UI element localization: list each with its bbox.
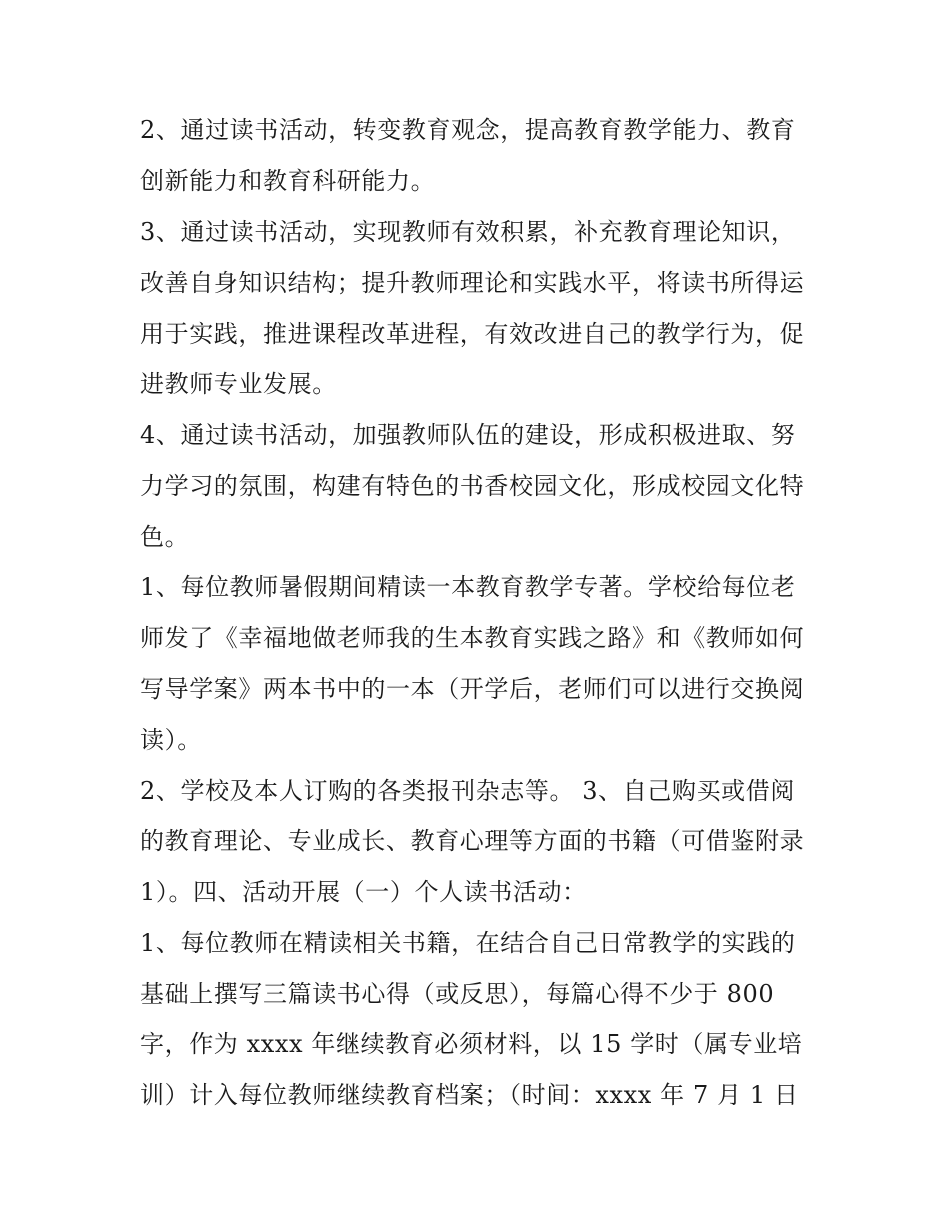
text-line: 3、通过读书活动，实现教师有效积累，补充教育理论知识， (140, 218, 796, 246)
text-line: 师发了《幸福地做老师我的生本教育实践之路》和《教师如何 (140, 624, 805, 652)
text-line: 写导学案》两本书中的一本（开学后，老师们可以进行交换阅 (140, 675, 805, 703)
text-line: 色。 (140, 523, 190, 551)
text-line: 基础上撰写三篇读书心得（或反思），每篇心得不少于 800 (140, 980, 775, 1008)
text-line: 进教师专业发展。 (140, 370, 337, 398)
text-line: 的教育理论、专业成长、教育心理等方面的书籍（可借鉴附录 (140, 827, 805, 855)
text-line: 训）计入每位教师继续教育档案；（时间：xxxx 年 7 月 1 日 (140, 1081, 799, 1109)
text-line: 力学习的氛围，构建有特色的书香校园文化，形成校园文化特 (140, 472, 805, 500)
text-line: 1）。四、活动开展（一）个人读书活动： (140, 878, 587, 906)
text-line: 字，作为 xxxx 年继续教育必须材料，以 15 学时（属专业培 (140, 1030, 803, 1058)
text-line: 1、每位教师暑假期间精读一本教育教学专著。学校给每位老 (140, 573, 796, 601)
text-line: 2、学校及本人订购的各类报刊杂志等。 3、自己购买或借阅 (140, 777, 795, 805)
text-line: 4、通过读书活动，加强教师队伍的建设，形成积极进取、努 (140, 421, 796, 449)
text-line: 读）。 (140, 726, 202, 754)
text-line: 1、每位教师在精读相关书籍，在结合自己日常教学的实践的 (140, 929, 796, 957)
text-line: 创新能力和教育科研能力。 (140, 167, 436, 195)
text-line: 2、通过读书活动，转变教育观念，提高教育教学能力、教育 (140, 116, 796, 144)
text-line: 改善自身知识结构；提升教师理论和实践水平，将读书所得运 (140, 269, 805, 297)
text-line: 用于实践，推进课程改革进程，有效改进自己的教学行为，促 (140, 320, 805, 348)
